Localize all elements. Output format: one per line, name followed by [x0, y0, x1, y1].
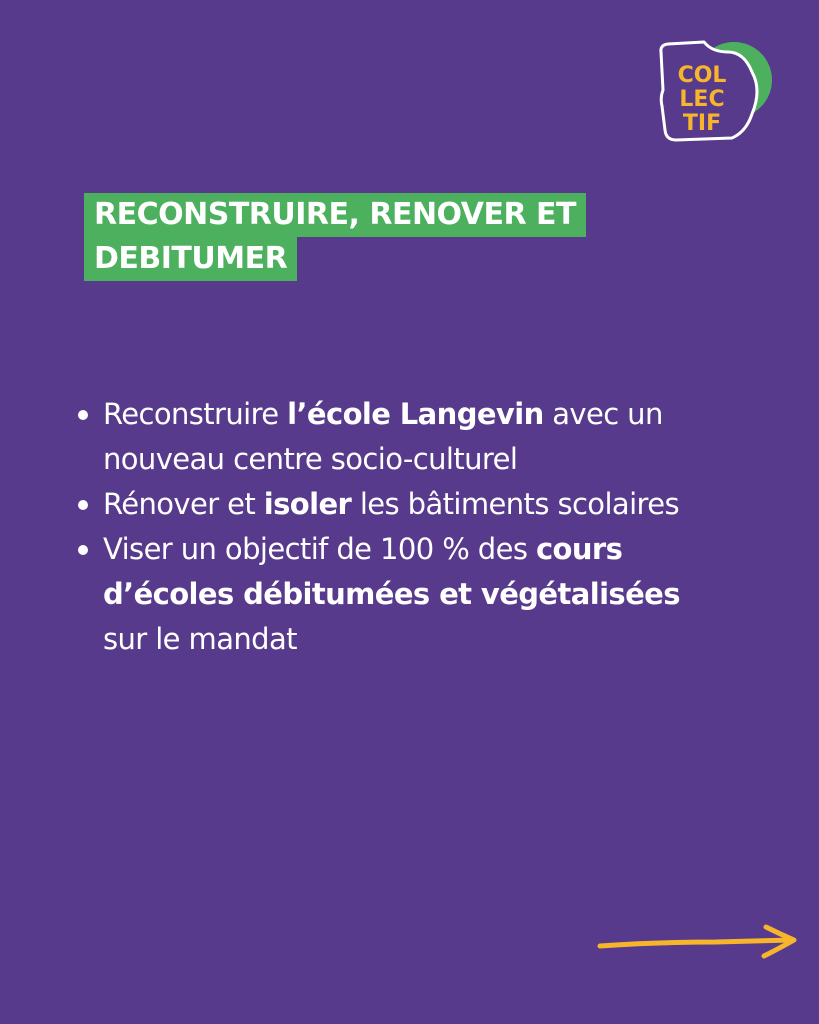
page-title-row-2 — [84, 237, 586, 281]
arrow-right-icon[interactable] — [596, 922, 800, 962]
bullet-text: Reconstruire — [103, 397, 288, 431]
bullet-item-3 — [70, 527, 710, 662]
bullet-text: Viser un objectif de 100 % des — [103, 532, 536, 566]
logo-line-2: LEC — [679, 87, 725, 112]
bullet-dot — [78, 500, 88, 510]
bullet-item-1 — [70, 392, 710, 482]
logo-line-1: COL — [677, 63, 727, 88]
bullet-emphasis: isoler — [263, 487, 352, 521]
bullet-text: Rénover et — [103, 487, 264, 521]
bullet-dot — [78, 410, 88, 420]
bullet-text: avec un nouveau centre socio-culturel — [103, 397, 663, 476]
logo-graphic — [652, 30, 776, 148]
bullet-emphasis: cours d’écoles débitumées et végétalisées — [103, 532, 680, 611]
arrow-shaft — [600, 940, 792, 946]
bullet-list — [70, 392, 710, 662]
logo-line-3: TIF — [682, 111, 722, 136]
collectif-logo — [652, 30, 776, 148]
arrow-graphic — [596, 922, 800, 962]
bullet-text: sur le mandat — [103, 622, 297, 656]
bullet-dot — [78, 545, 88, 555]
bullet-emphasis: l’école Langevin — [287, 397, 544, 431]
page-title-line-1: RECONSTRUIRE, RENOVER ET — [84, 193, 586, 237]
bullet-item-2 — [70, 482, 710, 527]
bullet-text: les bâtiments scolaires — [351, 487, 679, 521]
page-title-line-2: DEBITUMER — [84, 237, 297, 281]
page-title — [84, 193, 586, 281]
